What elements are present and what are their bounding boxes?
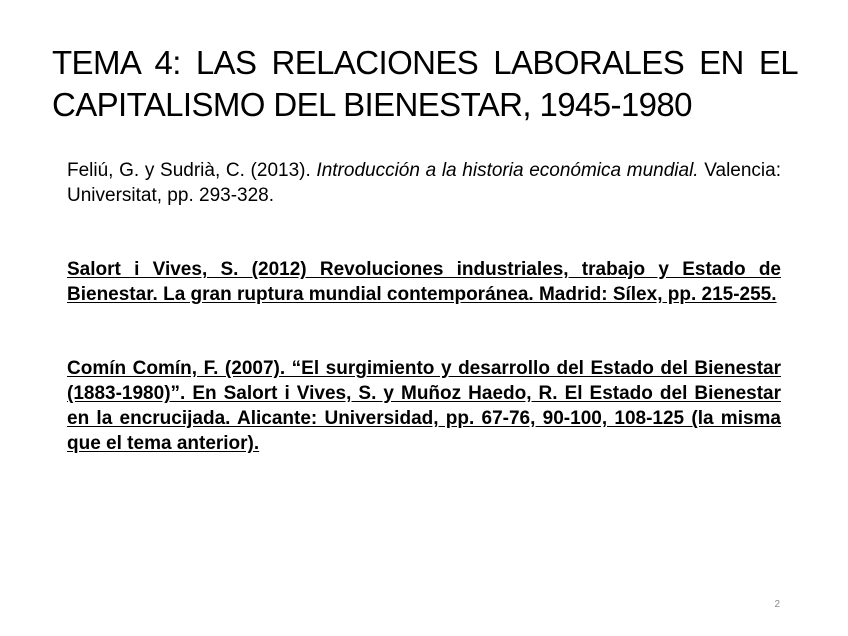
slide-title bbox=[52, 42, 798, 126]
reference-feliu-publisher: Valencia: Universitat, pp. 293-328. bbox=[67, 160, 781, 206]
reference-feliu-authors: Feliú, G. y Sudrià, C. (2013). bbox=[67, 160, 317, 181]
slide-title-line-1: TEMA 4: LAS RELACIONES LABORALES EN EL bbox=[52, 44, 798, 81]
reference-list bbox=[67, 158, 781, 456]
reference-salort: Salort i Vives, S. (2012) Revoluciones industriales, trabajo y Estado de Bienestar. La gran ruptura mundial contemporánea. Madrid: Sílex, pp. 215-255. bbox=[67, 259, 781, 305]
reference-comin: Comín Comín, F. (2007). “El surgimiento y desarrollo del Estado del Bienestar (1883-1980)”. En Salort i Vives, S. y Muñoz Haedo, R. El Estado del Bienestar en la encrucijada. Alicante: Universidad, pp. 67-76, 90-100, 108-125 (la misma que el tema anterior). bbox=[67, 358, 781, 454]
reference-feliu-sudria bbox=[67, 158, 781, 208]
page-number: 2 bbox=[774, 599, 780, 610]
reference-feliu-book-title: Introducción a la historia económica mundial. bbox=[316, 160, 699, 181]
slide-title-line-2: CAPITALISMO DEL BIENESTAR, 1945-1980 bbox=[52, 86, 692, 123]
